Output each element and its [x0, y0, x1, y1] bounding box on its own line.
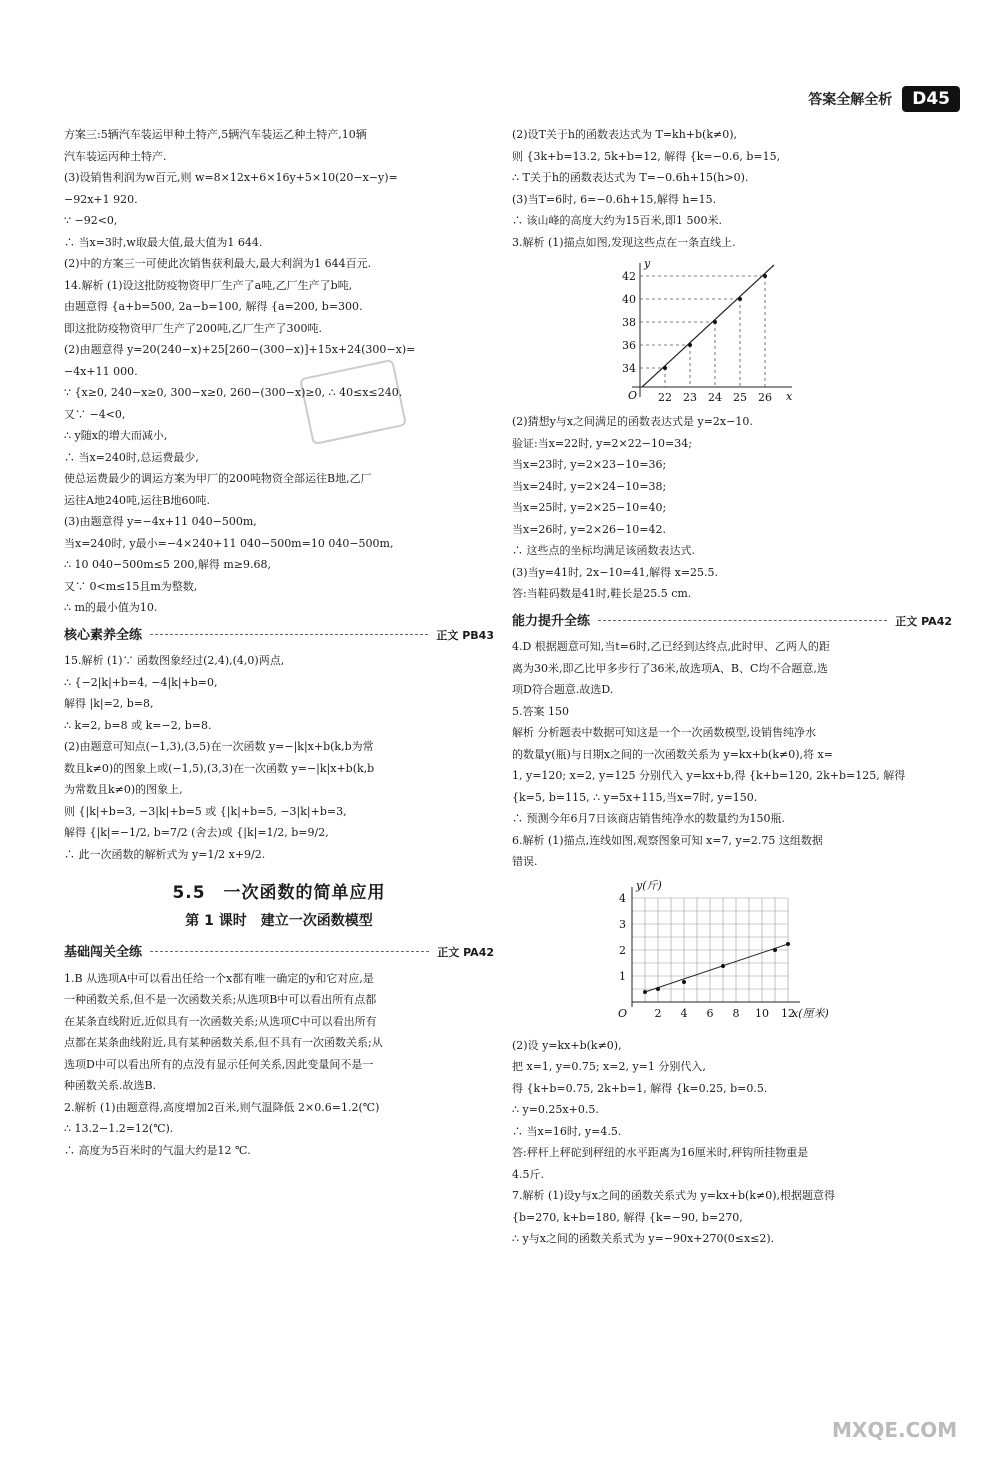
dotted-leader: [150, 634, 428, 635]
text-line: (3)当T=6时, 6=−0.6h+15,解得 h=15.: [512, 192, 717, 206]
grid: [632, 898, 788, 1002]
fit-line: [642, 265, 774, 387]
y-tick-label: 38: [622, 316, 636, 329]
y-tick-label: 36: [622, 339, 636, 352]
text-line: ∴ 预测今年6月7日该商店销售纯净水的数量约为150瓶.: [512, 812, 785, 825]
text-line: 一种函数关系,但不是一次函数关系;从选项B中可以看出所有点都: [64, 993, 377, 1006]
text-line: 数且k≠0)的图象上或(−1,5),(3,3)在一次函数 y=−|k|x+b(k,b: [64, 761, 375, 775]
text-line: 使总运费最少的调运方案为甲厂的200吨物资全部运往B地,乙厂: [64, 472, 372, 485]
text-line: 当x=23时, y=2×23−10=36;: [512, 458, 667, 471]
text-line: 当x=26时, y=2×26−10=42.: [512, 522, 666, 536]
text-line: (2)由题意得 y=20(240−x)+25[260−(300−x)]+15x+24(300−x)=: [64, 343, 416, 356]
text-line: (2)设 y=kx+b(k≠0),: [512, 1038, 622, 1052]
text-line: (2)设T关于h的函数表达式为 T=kh+b(k≠0),: [512, 128, 738, 141]
section-ref: 正文 PA42: [437, 946, 494, 959]
question-5: [512, 701, 952, 830]
x-tick-label: 22: [658, 391, 672, 404]
dotted-leader: [150, 951, 429, 952]
section-heading-ability: [512, 611, 952, 633]
chapter-title: 5.5 一次函数的简单应用: [172, 883, 386, 903]
text-line: 运往A地240吨,运往B地60吨.: [64, 493, 211, 507]
text-line: 1.B 从选项A中可以看出任给一个x都有唯一确定的y和它对应,是: [64, 971, 374, 985]
question-7: [512, 1185, 952, 1250]
question-1: [64, 968, 494, 1097]
text-line: 即这批防疫物资甲厂生产了200吨,乙厂生产了300吨.: [64, 321, 322, 335]
text-line: 则 {3k+b=13.2, 5k+b=12, 解得 {k=−0.6, b=15,: [512, 149, 781, 163]
text-line: 当x=240时, y最小=−4×240+11 040−500m=10 040−500m,: [64, 536, 394, 550]
x-tick-label: 12: [781, 1006, 795, 1020]
x-tick-label: 2: [654, 1006, 662, 1020]
text-line: −4x+11 000.: [64, 364, 138, 378]
text-line: {k=5, b=115, ∴ y=5x+115,当x=7时, y=150.: [512, 790, 758, 804]
section-ref: 正文 PA42: [895, 614, 952, 628]
text-line: ∴ 高度为5百米时的气温大约是12 ℃.: [64, 1143, 251, 1157]
text-line: 6.解析 (1)描点,连线如图,观察图象可知 x=7, y=2.75 这组数据: [512, 833, 823, 847]
data-point: [663, 366, 667, 370]
text-line: ∴ 这些点的坐标均满足该函数表达式.: [512, 544, 695, 557]
text-line: ∵ −92<0,: [64, 214, 118, 227]
y-tick-label: 3: [619, 917, 626, 931]
text-line: 解得 |k|=2, b=8,: [64, 697, 154, 710]
question-4: [512, 636, 952, 701]
x-axis-label: x: [786, 390, 793, 403]
text-line: 的数量y(瓶)与日期x之间的一次函数关系为 y=kx+b(k≠0),将 x=: [512, 747, 833, 761]
text-line: (2)由题意可知点(−1,3),(3,5)在一次函数 y=−|k|x+b(k,b为常: [64, 740, 374, 753]
text-line: 答:当鞋码数是41时,鞋长是25.5 cm.: [512, 587, 692, 600]
data-point: [643, 990, 647, 994]
text-line: 14.解析 (1)设这批防疫物资甲厂生产了a吨,乙厂生产了b吨,: [64, 278, 353, 292]
y-axis-label: y: [644, 257, 651, 270]
text-line: (2)猜想y与x之间满足的函数表达式是 y=2x−10.: [512, 415, 753, 428]
text-line: 解析 分析题表中数据可知这是一个一次函数模型,设销售纯净水: [512, 726, 816, 739]
y-tick-label: 1: [619, 969, 626, 983]
text-line: 4.D 根据题意可知,当t=6时,乙已经到达终点,此时甲、乙两人的距: [512, 640, 830, 653]
data-point: [682, 980, 686, 984]
section-heading-basic: [64, 942, 494, 964]
text-line: 解得 {|k|=−1/2, b=7/2 (舍去)或 {|k|=1/2, b=9/2,: [64, 826, 329, 839]
text-line: 种函数关系.故选B.: [64, 1079, 157, 1092]
text-line: 在某条直线附近,近似具有一次函数关系;从选项C中可以看出所有: [64, 1014, 377, 1028]
text-line: 为常数且k≠0)的图象上,: [64, 783, 183, 796]
text-line: ∴ y与x之间的函数关系式为 y=−90x+270(0≤x≤2).: [512, 1232, 775, 1245]
dotted-leader: [598, 620, 887, 621]
text-line: 离为30米,即乙比甲多步行了36米,故选项A、B、C均不合题意,选: [512, 661, 828, 675]
text-line: 15.解析 (1)∵ 函数图象经过(2,4),(4,0)两点,: [64, 654, 285, 667]
text-line: ∴ {−2|k|+b=4, −4|k|+b=0,: [64, 675, 218, 689]
text-line: 验证:当x=22时, y=2×22−10=34;: [512, 436, 692, 450]
text-line: 又∵ 0<m≤15且m为整数,: [64, 579, 198, 593]
section-title: 能力提升全练: [512, 613, 591, 629]
text-line: ∴ k=2, b=8 或 k=−2, b=8.: [64, 718, 212, 732]
text-line: 错误.: [512, 855, 538, 868]
question-3-heading: 3.解析 (1)描点如图,发现这些点在一条直线上.: [512, 235, 736, 249]
x-tick-label: 6: [706, 1006, 714, 1020]
text-line: 当x=25时, y=2×25−10=40;: [512, 501, 667, 514]
x-tick-label: 24: [708, 391, 722, 404]
data-point: [773, 948, 777, 952]
text-line: 方案三:5辆汽车装运甲种土特产,5辆汽车装运乙种土特产,10辆: [64, 128, 367, 141]
text-line: 项D符合题意.故选D.: [512, 683, 614, 696]
data-point-outlier: [721, 964, 725, 968]
question-2-cont: [512, 124, 952, 232]
text-line: ∴ y随x的增大而减小,: [64, 429, 168, 442]
text-line: ∴ T关于h的函数表达式为 T=−0.6h+15(h>0).: [512, 171, 749, 184]
text-line: 把 x=1, y=0.75; x=2, y=1 分别代入,: [512, 1060, 706, 1073]
text-line: (3)由题意得 y=−4x+11 040−500m,: [64, 515, 257, 528]
data-point: [713, 320, 717, 324]
x-axis-label: x(厘米): [792, 1006, 829, 1020]
y-tick-label: 40: [622, 293, 636, 306]
section-heading-core: [64, 625, 494, 647]
x-tick-label: 8: [732, 1006, 740, 1020]
origin-label: O: [618, 1006, 628, 1020]
site-watermark: MXQE.COM: [832, 1418, 958, 1442]
text-line: ∴ 10 040−500m≤5 200,解得 m≥9.68,: [64, 558, 271, 571]
text-line: ∴ 该山峰的高度大约为15百米,即1 500米.: [512, 214, 722, 227]
right-column: [512, 124, 952, 1250]
text-line: ∵ {x≥0, 240−x≥0, 300−x≥0, 260−(300−x)≥0, ∴ 40≤x≤240.: [64, 386, 403, 399]
y-tick-label: 34: [622, 362, 636, 375]
fit-line: [645, 944, 788, 992]
question-6-cont: [512, 1035, 952, 1186]
text-line: ∴ 当x=16时, y=4.5.: [512, 1124, 622, 1138]
data-point: [688, 343, 692, 347]
x-tick-label: 4: [680, 1006, 688, 1020]
text-line: 7.解析 (1)设y与x之间的函数关系式为 y=kx+b(k≠0),根据题意得: [512, 1189, 836, 1202]
text-line: 4.5斤.: [512, 1167, 544, 1181]
data-point: [786, 942, 790, 946]
text-line: ∴ y=0.25x+0.5.: [512, 1103, 599, 1116]
steelyard-graph: [612, 879, 842, 1029]
text-line: 汽车装运丙种土特产.: [64, 149, 167, 163]
x-tick-label: 26: [758, 391, 772, 404]
x-tick-label: 10: [755, 1006, 769, 1020]
x-tick-label: 23: [683, 391, 697, 404]
left-column: [64, 124, 494, 1161]
question-6: [512, 830, 952, 873]
text-line: (2)中的方案三一可使此次销售获利最大,最大利润为1 644百元.: [64, 257, 372, 270]
y-tick-label: 4: [619, 891, 626, 905]
lesson-title: 第 1 课时 建立一次函数模型: [185, 912, 373, 929]
text-line: (3)设销售利润为w百元,则 w=8×12x+6×16y+5×10(20−x−y)=: [64, 171, 398, 184]
data-point: [738, 297, 742, 301]
block-fangan: [64, 124, 494, 275]
text-line: 5.答案 150: [512, 704, 569, 718]
text-line: 答:秤杆上秤砣到秤纽的水平距离为16厘米时,秤钩所挂物重是: [512, 1146, 809, 1159]
question-14: [64, 275, 494, 619]
text-line: 1, y=120; x=2, y=125 分别代入 y=kx+b,得 {k+b=120, 2k+b=125, 解得: [512, 769, 906, 782]
text-line: ∴ 当x=3时,w取最大值,最大值为1 644.: [64, 235, 263, 249]
x-tick-label: 25: [733, 391, 747, 404]
text-line: 得 {k+b=0.75, 2k+b=1, 解得 {k=0.25, b=0.5.: [512, 1081, 768, 1095]
data-point: [763, 274, 767, 278]
text-line: 又∵ −4<0,: [64, 407, 126, 421]
text-line: {b=270, k+b=180, 解得 {k=−90, b=270,: [512, 1210, 743, 1224]
page-number-badge: D45: [902, 86, 960, 112]
text-line: ∴ 此一次函数的解析式为 y=1/2 x+9/2.: [64, 847, 266, 861]
y-tick-label: 42: [622, 270, 636, 283]
text-line: ∴ m的最小值为10.: [64, 601, 158, 614]
text-line: 则 {|k|+b=3, −3|k|+b=5 或 {|k|+b=5, −3|k|+b=3,: [64, 804, 347, 818]
text-line: 点都在某条曲线附近,具有某种函数关系,但不具有一次函数关系;从: [64, 1036, 383, 1049]
text-line: ∴ 13.2−1.2=12(℃).: [64, 1122, 174, 1135]
section-ref: 正文 PB43: [436, 628, 494, 642]
question-3-cont: [512, 411, 952, 605]
text-line: 2.解析 (1)由题意得,高度增加2百米,则气温降低 2×0.6=1.2(℃): [64, 1100, 380, 1114]
page-header: [808, 86, 960, 112]
shoe-size-graph: [622, 257, 802, 407]
text-line: (3)当y=41时, 2x−10=41,解得 x=25.5.: [512, 565, 719, 579]
text-line: 当x=24时, y=2×24−10=38;: [512, 479, 667, 493]
origin-label: O: [628, 389, 638, 402]
text-line: 选项D中可以看出所有的点没有显示任何关系,因此变量间不是一: [64, 1057, 374, 1071]
text-line: −92x+1 920.: [64, 192, 138, 206]
text-line: 由题意得 {a+b=500, 2a−b=100, 解得 {a=200, b=300.: [64, 300, 363, 313]
section-title: 基础闯关全练: [64, 945, 143, 960]
y-axis-label: y(斤): [636, 878, 662, 892]
question-2: [64, 1097, 494, 1162]
header-title: 答案全解全析: [808, 92, 893, 108]
text-line: ∴ 当x=240时,总运费最少,: [64, 450, 199, 464]
question-15: [64, 650, 494, 865]
data-point: [656, 987, 660, 991]
section-title: 核心素养全练: [64, 627, 143, 643]
y-tick-label: 2: [619, 943, 626, 957]
